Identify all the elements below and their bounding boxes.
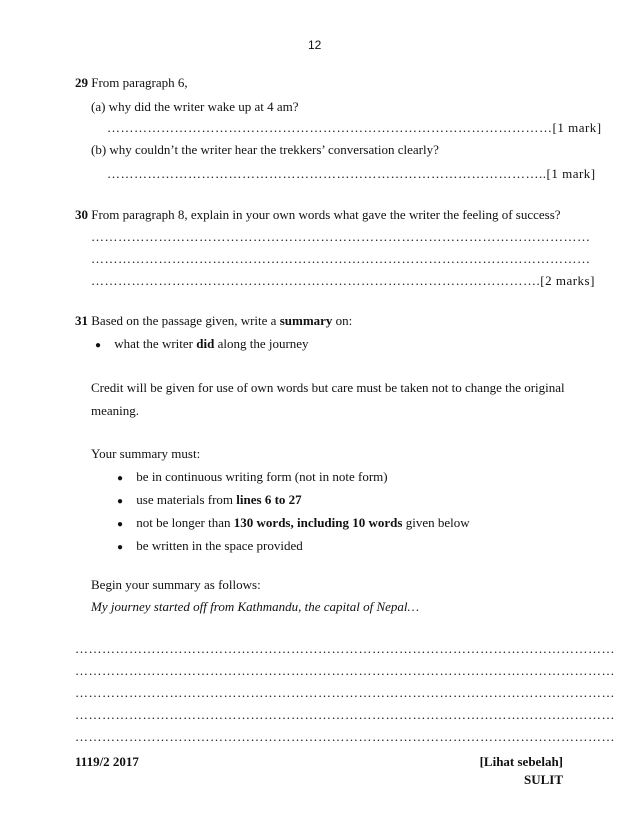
question-29a: (a) why did the writer wake up at 4 am? xyxy=(91,99,299,114)
requirement-text: not be longer than 130 words, including 10 words given below xyxy=(136,515,470,530)
question-number: 29 xyxy=(75,75,88,90)
answer-line-30-3[interactable]: ……………………………………………………………………………………….[2 marks] xyxy=(91,273,595,288)
question-number: 30 xyxy=(75,207,88,222)
credit-note-line2: meaning. xyxy=(91,403,140,418)
answer-line-29a[interactable]: ………………………………………………………………………………………[1 mark] xyxy=(107,120,602,135)
question-29b: (b) why couldn’t the writer hear the trekkers’ conversation clearly? xyxy=(91,142,439,157)
answer-line-29b[interactable]: ……………………………………………………………………………………..[1 mark] xyxy=(107,166,596,181)
question-stem: From paragraph 8, explain in your own words what gave the writer the feeling of success? xyxy=(91,207,561,222)
requirement-text: be in continuous writing form (not in note form) xyxy=(136,469,388,484)
question-stem: Based on the passage given, write a summary on: xyxy=(91,313,353,328)
summary-focus-item xyxy=(95,336,309,352)
requirement-item xyxy=(117,492,302,508)
question-30-header xyxy=(75,207,561,223)
classification-label: SULIT xyxy=(523,772,563,787)
question-number: 31 xyxy=(75,313,88,328)
paper-code: 1119/2 2017 xyxy=(75,754,139,769)
summary-focus-text: what the writer did along the journey xyxy=(114,336,309,351)
requirement-item xyxy=(117,469,388,485)
bullet-icon: ● xyxy=(117,519,124,530)
question-29-header xyxy=(75,75,188,91)
requirement-item xyxy=(117,515,470,531)
answer-line[interactable]: ………………………………………………………………………………………………………… xyxy=(75,641,615,656)
question-stem: From paragraph 6, xyxy=(91,75,188,90)
answer-line[interactable]: ………………………………………………………………………………………………………… xyxy=(75,729,615,744)
begin-summary-heading: Begin your summary as follows: xyxy=(91,577,261,592)
requirement-item xyxy=(117,538,303,554)
answer-line-30-1[interactable]: ………………………………………………………………………………………………… xyxy=(91,229,591,244)
requirement-text: be written in the space provided xyxy=(136,538,303,553)
summary-requirements-heading: Your summary must: xyxy=(91,446,201,461)
page-number: 12 xyxy=(308,38,322,52)
next-page-note: [Lihat sebelah] xyxy=(479,754,563,769)
bullet-icon: ● xyxy=(117,473,124,484)
bullet-icon: ● xyxy=(117,496,124,507)
begin-summary-text: My journey started off from Kathmandu, the capital of Nepal… xyxy=(91,599,420,614)
credit-note-line1: Credit will be given for use of own words but care must be taken not to change the original xyxy=(91,380,565,395)
answer-line-30-2[interactable]: ………………………………………………………………………………………………… xyxy=(91,251,591,266)
bullet-icon: ● xyxy=(95,340,102,351)
answer-line[interactable]: ………………………………………………………………………………………………………… xyxy=(75,707,615,722)
question-31-header xyxy=(75,313,352,329)
answer-line[interactable]: ………………………………………………………………………………………………………… xyxy=(75,663,615,678)
requirement-text: use materials from lines 6 to 27 xyxy=(136,492,302,507)
answer-line[interactable]: ………………………………………………………………………………………………………… xyxy=(75,685,615,700)
bullet-icon: ● xyxy=(117,542,124,553)
